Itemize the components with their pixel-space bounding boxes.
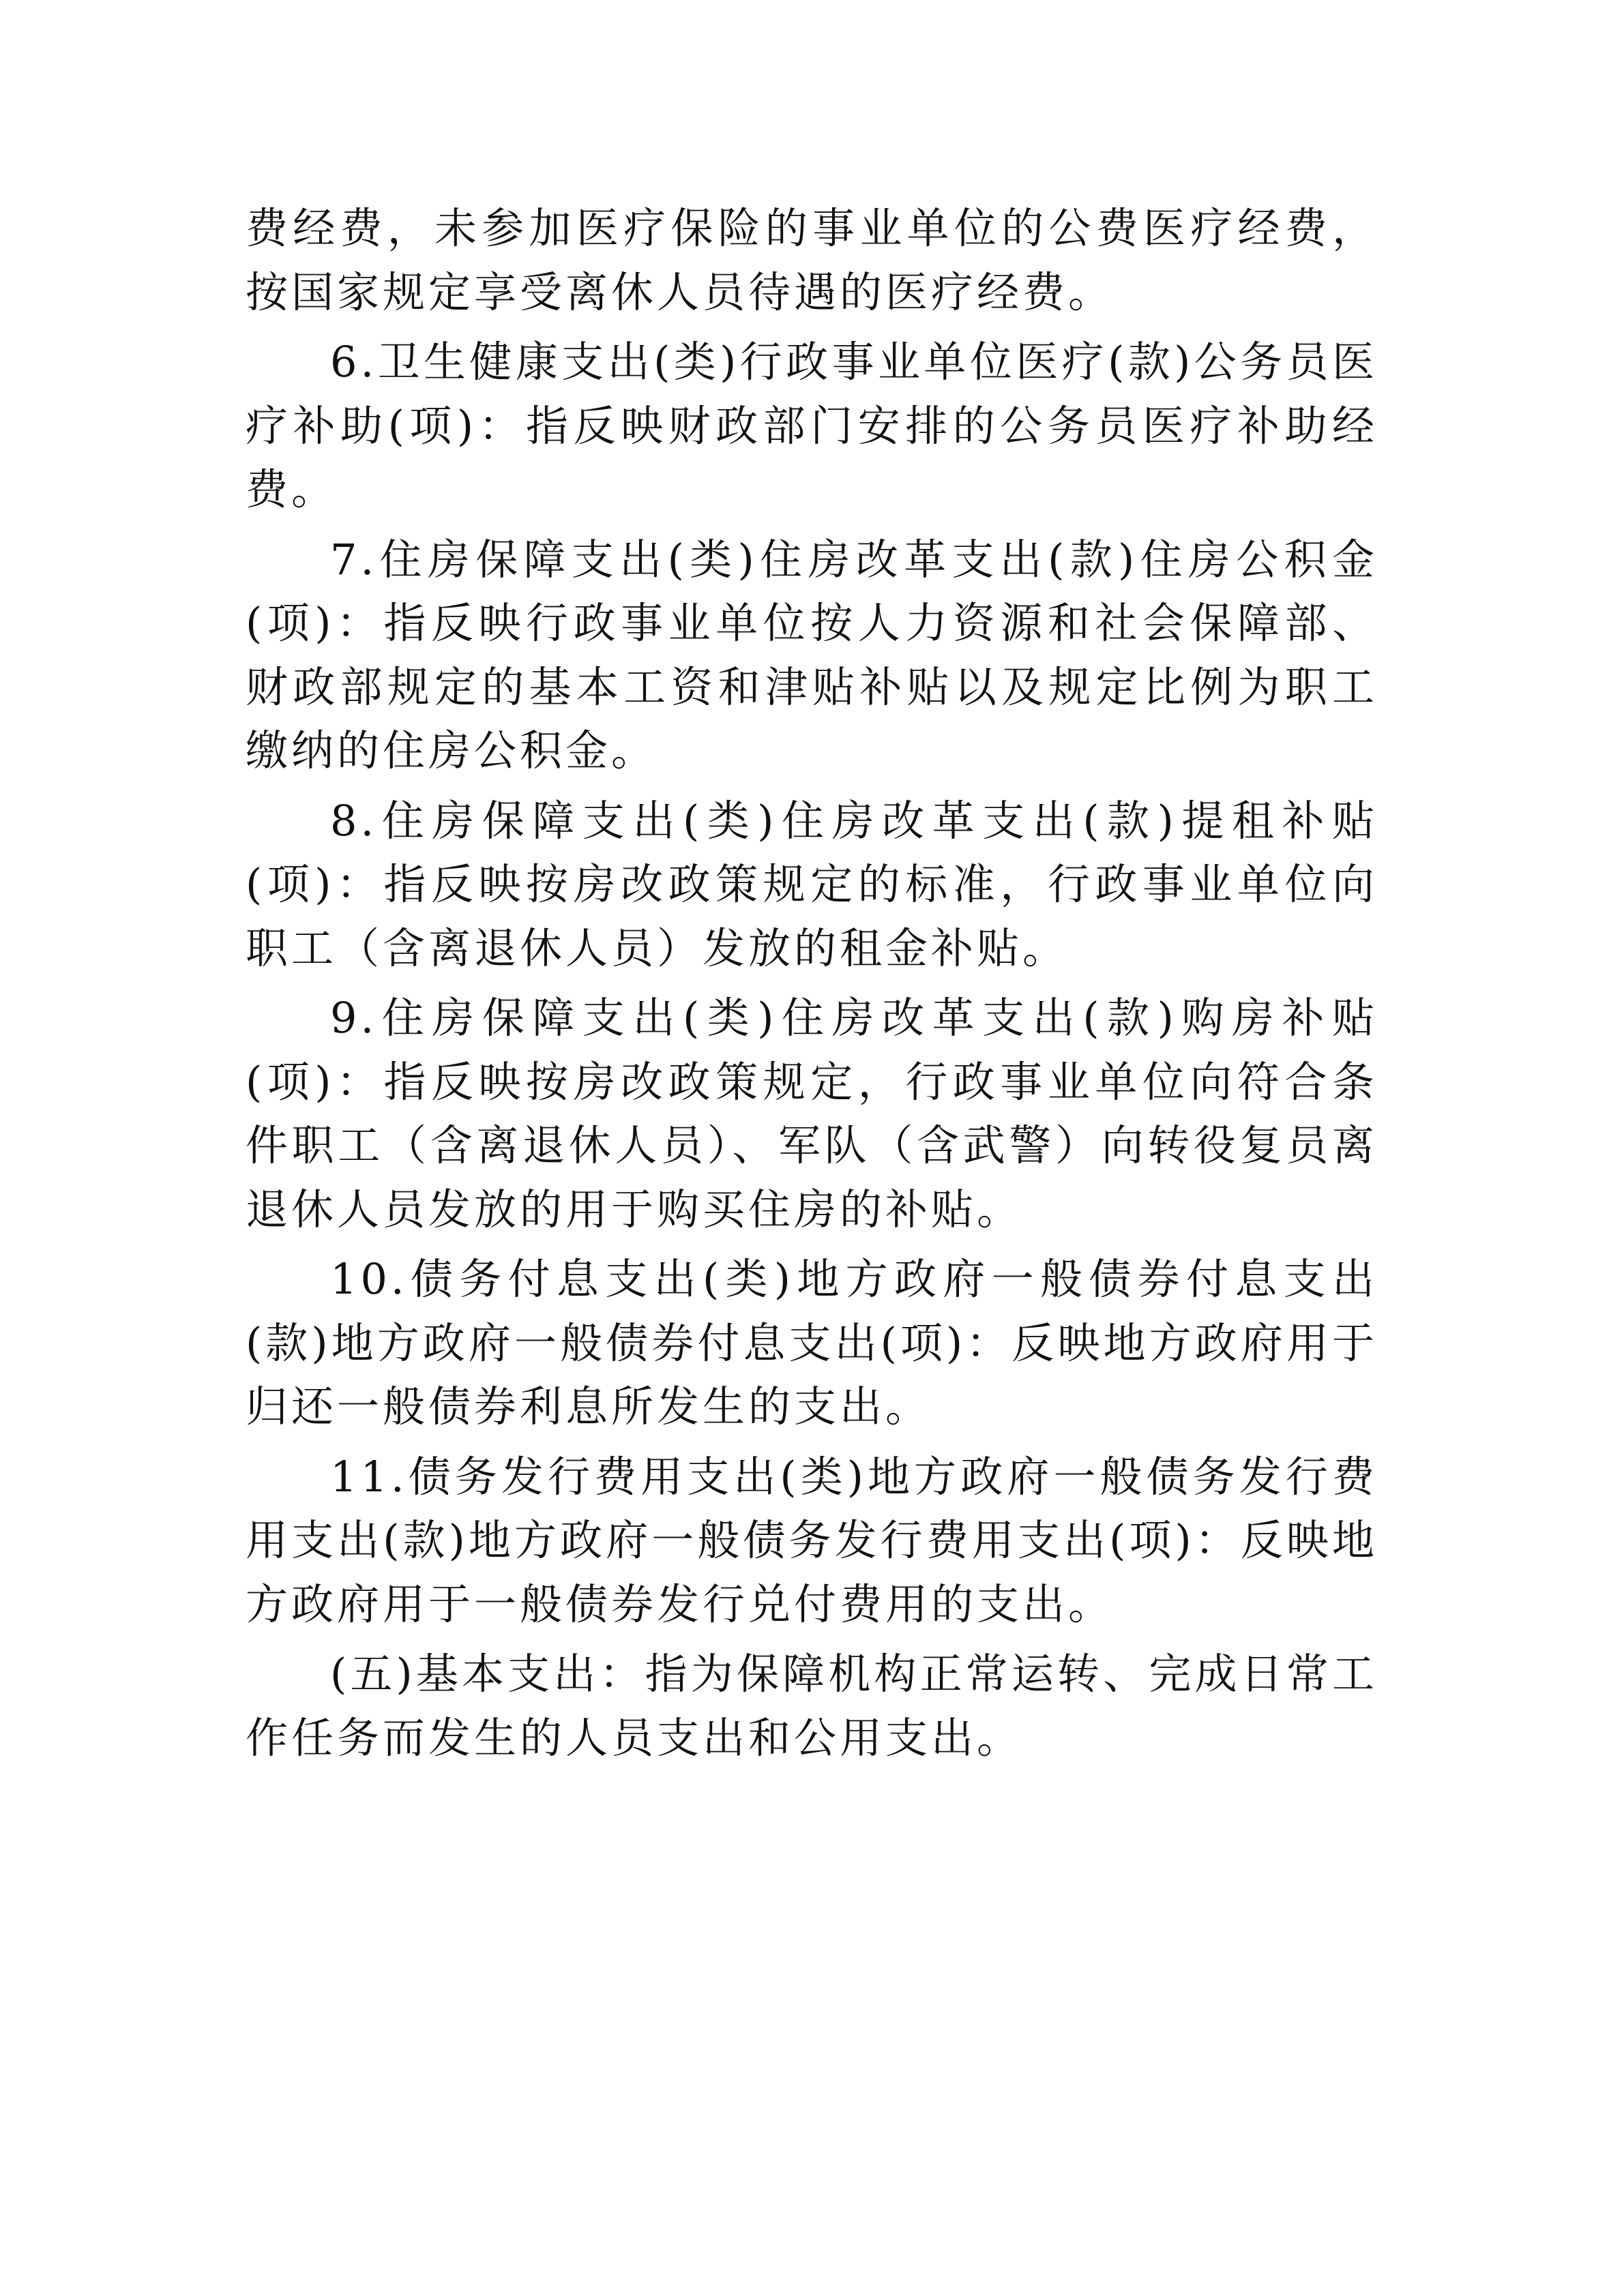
paragraph-item-7: 7.住房保障支出(类)住房改革支出(款)住房公积金(项)：指反映行政事业单位按人力资源和社会保障部、财政部规定的基本工资和津贴补贴以及规定比例为职工缴纳的住房公积金。 (246, 534, 1378, 775)
paragraph-basic-expenditure: (五)基本支出：指为保障机构正常运转、完成日常工作任务而发生的人员支出和公用支出。 (246, 1649, 1378, 1763)
paragraph-item-6: 6.卫生健康支出(类)行政事业单位医疗(款)公务员医疗补助(项)：指反映财政部门安排的公务员医疗补助经费。 (246, 337, 1378, 514)
paragraph-item-10: 10.债务付息支出(类)地方政府一般债券付息支出(款)地方政府一般债券付息支出(项)：反映地方政府用于归还一般债券利息所发生的支出。 (246, 1254, 1378, 1431)
paragraph-item-9: 9.住房保障支出(类)住房改革支出(款)购房补贴(项)：指反映按房改政策规定，行政事业单位向符合条件职工（含离退休人员）、军队（含武警）向转役复员离退休人员发放的用于购买住房的补贴。 (246, 993, 1378, 1234)
paragraph-item-8: 8.住房保障支出(类)住房改革支出(款)提租补贴(项)：指反映按房改政策规定的标准，行政事业单位向职工（含离退休人员）发放的租金补贴。 (246, 795, 1378, 973)
paragraph-item-11: 11.债务发行费用支出(类)地方政府一般债务发行费用支出(款)地方政府一般债务发行费用支出(项)：反映地方政府用于一般债券发行兑付费用的支出。 (246, 1451, 1378, 1629)
paragraph-continuation: 费经费，未参加医疗保险的事业单位的公费医疗经费，按国家规定享受离休人员待遇的医疗经费。 (246, 203, 1378, 317)
document-body (246, 196, 1378, 1770)
